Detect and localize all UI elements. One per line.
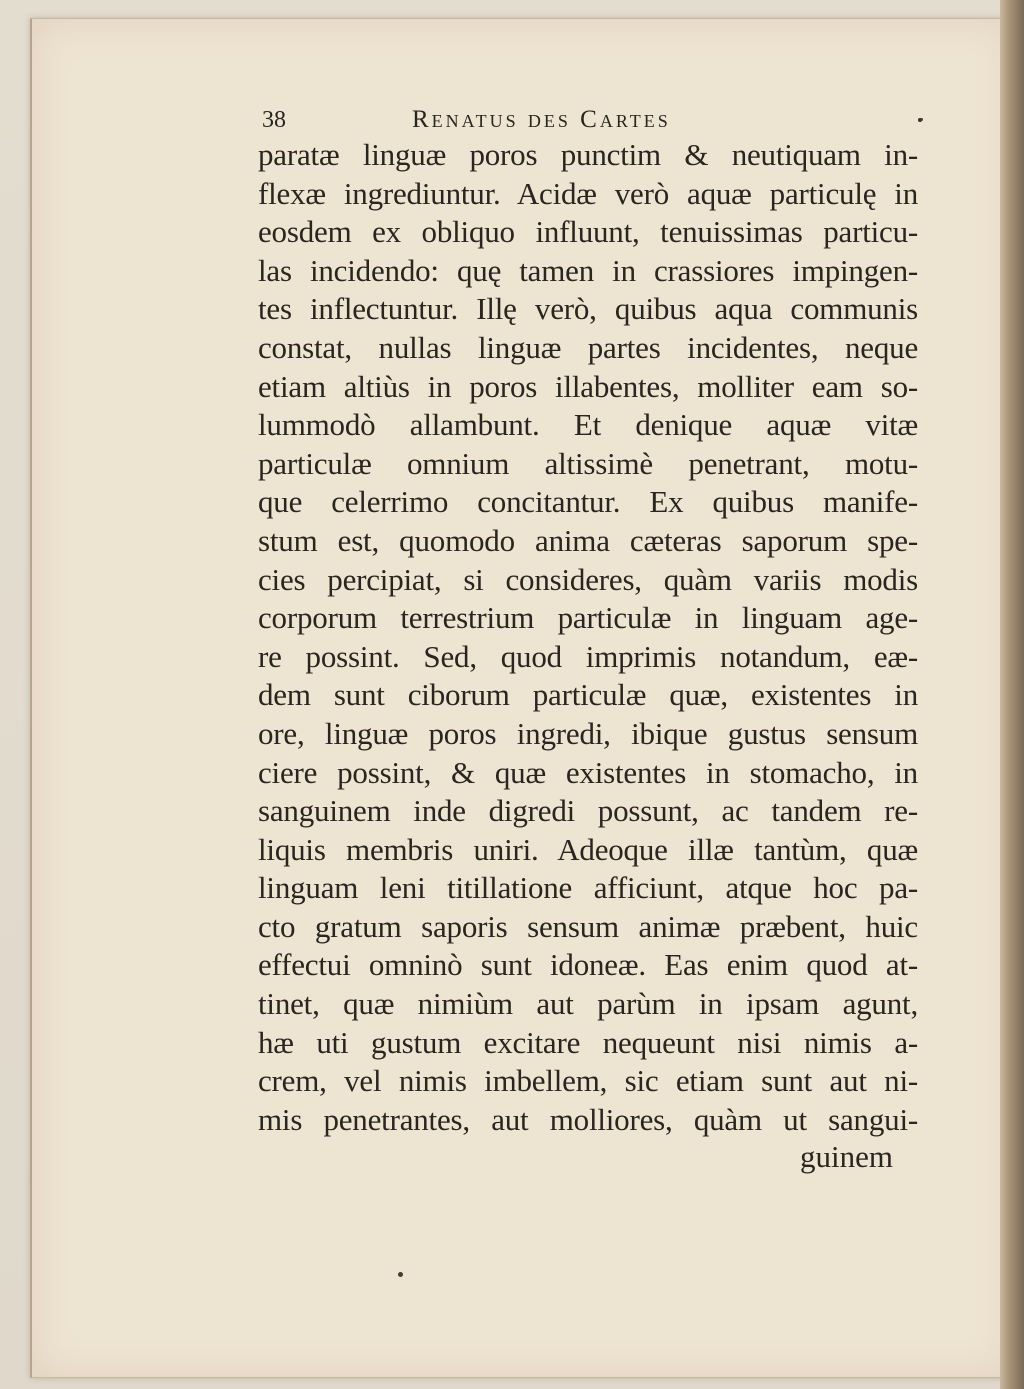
text-line: ciere possint, & quæ existentes in stomacho, in	[258, 754, 918, 790]
text-line: etiam altiùs in poros illabentes, molliter eam so-	[258, 368, 918, 404]
text-line: corporum terrestrium particulæ in linguam age-	[258, 600, 918, 636]
text-line: re possint. Sed, quod imprimis notandum, eæ-	[258, 638, 918, 674]
text-line: hæ uti gustum excitare nequeunt nisi nimis a-	[258, 1024, 918, 1060]
text-line: liquis membris uniri. Adeoque illæ tantùm, quæ	[258, 831, 918, 867]
show-through-text	[262, 1142, 502, 1172]
text-line: sanguinem inde digredi possunt, ac tandem re-	[258, 793, 918, 829]
text-line: ore, linguæ poros ingredi, ibique gustus sensum	[258, 715, 918, 751]
text-line: mis penetrantes, aut molliores, quàm ut sangui-	[258, 1101, 918, 1137]
page-number: 38	[262, 107, 286, 133]
text-line: crem, vel nimis imbellem, sic etiam sunt aut ni-	[258, 1063, 918, 1099]
text-line: cto gratum saporis sensum animæ præbent, huic	[258, 908, 918, 944]
text-line: flexæ ingrediuntur. Acidæ verò aquæ particulę in	[258, 175, 918, 211]
body-text	[258, 136, 918, 1139]
text-line: cies percipiat, si consideres, quàm variis modis	[258, 561, 918, 597]
running-head	[262, 104, 922, 136]
ink-speck	[920, 118, 923, 121]
text-line: paratæ linguæ poros punctim & neutiquam in-	[258, 137, 918, 172]
text-line: dem sunt ciborum particulæ quæ, existentes in	[258, 677, 918, 713]
ink-speck	[398, 1272, 403, 1277]
text-line: que celerrimo concitantur. Ex quibus manife-	[258, 484, 918, 520]
text-line: tinet, quæ nimiùm aut parùm in ipsam agunt,	[258, 986, 918, 1022]
adjacent-page-edge	[1000, 0, 1024, 1389]
text-line: particulæ omnium altissimè penetrant, motu-	[258, 445, 918, 481]
text-line: constat, nullas linguæ partes incidentes, neque	[258, 329, 918, 365]
text-line: effectui omninò sunt idoneæ. Eas enim quod at-	[258, 947, 918, 983]
text-line: las incidendo: quę tamen in crassiores impingen-	[258, 252, 918, 288]
text-line: linguam leni titillatione afficiunt, atque hoc pa-	[258, 870, 918, 906]
text-line: stum est, quomodo anima cæteras saporum spe-	[258, 522, 918, 558]
text-line: lummodò allambunt. Et denique aquæ vitæ	[258, 407, 918, 443]
running-title: Renatus des Cartes	[412, 106, 671, 133]
catchword: guinem	[800, 1139, 893, 1174]
text-line: eosdem ex obliquo influunt, tenuissimas particu-	[258, 214, 918, 250]
text-line: tes inflectuntur. Illę verò, quibus aqua communis	[258, 291, 918, 327]
